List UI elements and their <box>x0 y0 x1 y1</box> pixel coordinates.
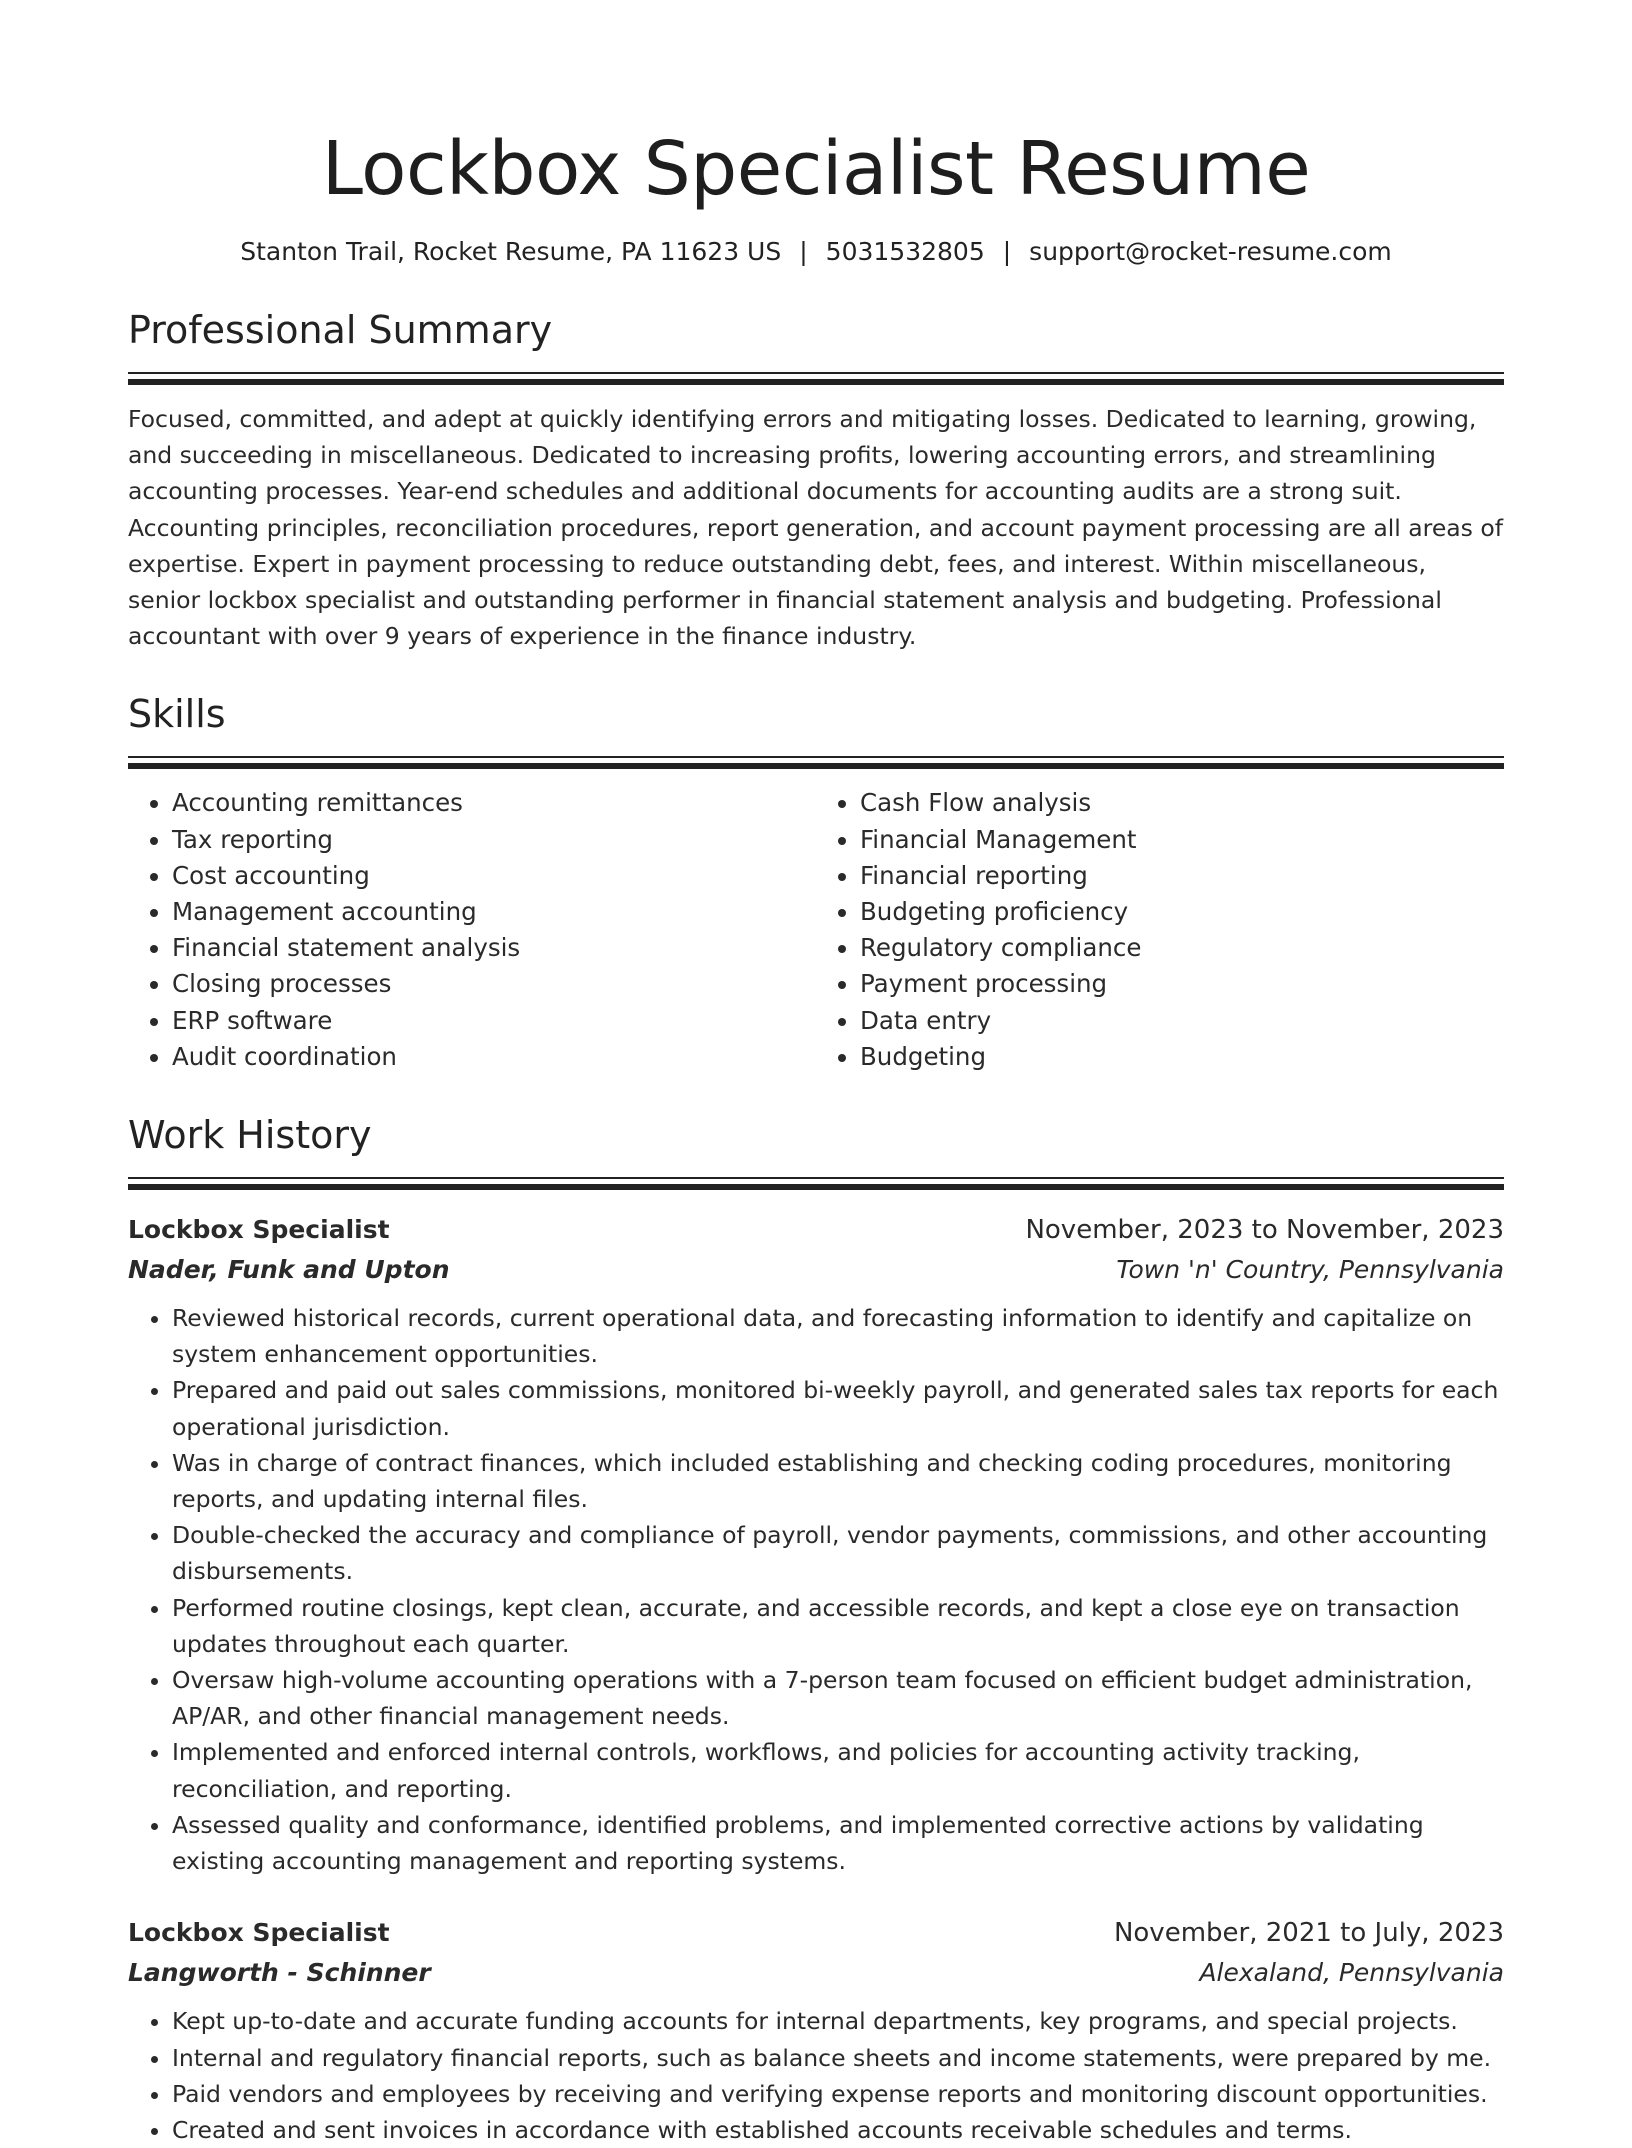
work-history-section <box>128 1111 1504 2148</box>
skill-item: • Financial reporting <box>860 858 1504 894</box>
job-company: Nader, Funk and Upton <box>128 1255 450 1285</box>
skill-item: • Tax reporting <box>172 822 816 858</box>
job-bullet: • Paid vendors and employees by receiving and verifying expense reports and monitoring discount opportunities. <box>172 2076 1504 2112</box>
contact-separator: | <box>799 237 808 266</box>
section-heading-work-history: Work History <box>128 1113 372 1158</box>
job-entry <box>128 1210 1504 1879</box>
job-title: Lockbox Specialist <box>128 1215 390 1245</box>
job-bullets <box>128 1300 1504 1879</box>
job-entry <box>128 1913 1504 2148</box>
job-bullet: • Oversaw high-volume accounting operations with a 7-person team focused on efficient budget administration, AP/AR, and other financial management needs. <box>172 1662 1504 1734</box>
section-divider <box>128 372 1504 385</box>
job-bullet: • Kept up-to-date and accurate funding accounts for internal departments, key programs, and special projects. <box>172 2003 1504 2039</box>
summary-text: Focused, committed, and adept at quickly identifying errors and mitigating losses. Dedicated to learning, growing, and succeeding in miscellaneous. Dedicated to increasing profits, lowering accounting errors, and streamlining accounting processes. Year-end schedules and additional documents for accounting audits are a strong suit. Accounting principles, reconciliation procedures, report generation, and account payment processing are all areas of expertise. Expert in payment processing to reduce outstanding debt, fees, and interest. Within miscellaneous, senior lockbox specialist and outstanding performer in financial statement analysis and budgeting. Professional accountant with over 9 years of experience in the finance industry. <box>128 405 1504 651</box>
skill-item: • Closing processes <box>172 966 816 1002</box>
skill-item: • Financial Management <box>860 822 1504 858</box>
job-bullet: • Double-checked the accuracy and compliance of payroll, vendor payments, commissions, and other accounting disbursements. <box>172 1517 1504 1589</box>
skill-item: • Management accounting <box>172 894 816 930</box>
job-bullet: • Implemented and enforced internal controls, workflows, and policies for accounting activity tracking, reconciliation, and reporting. <box>172 1734 1504 1806</box>
section-heading-summary: Professional Summary <box>128 308 553 352</box>
skill-item: • Data entry <box>860 1003 1504 1039</box>
job-dates: November, 2021 to July, 2023 <box>1113 1918 1504 1949</box>
contact-phone: 5031532805 <box>825 237 985 266</box>
resume-title: Lockbox Specialist Resume <box>321 126 1311 212</box>
skill-item: • Regulatory compliance <box>860 930 1504 966</box>
job-bullet: • Reviewed historical records, current operational data, and forecasting information to identify and capitalize on system enhancement opportunities. <box>172 1300 1504 1372</box>
job-bullet: • Was in charge of contract finances, which included establishing and checking coding procedures, monitoring reports, and updating internal files. <box>172 1445 1504 1517</box>
job-bullet: • Internal and regulatory financial reports, such as balance sheets and income statements, were prepared by me. <box>172 2040 1504 2076</box>
job-title: Lockbox Specialist <box>128 1918 390 1948</box>
skill-item: • Payment processing <box>860 966 1504 1002</box>
job-bullet: • Prepared and paid out sales commissions, monitored bi-weekly payroll, and generated sales tax reports for each operational jurisdiction. <box>172 1372 1504 1444</box>
skill-item: • Cash Flow analysis <box>860 785 1504 821</box>
skill-item: • Budgeting proficiency <box>860 894 1504 930</box>
skill-item: • Budgeting <box>860 1039 1504 1075</box>
contact-line <box>128 234 1504 270</box>
skill-item: • Accounting remittances <box>172 785 816 821</box>
section-divider <box>128 1177 1504 1190</box>
job-company: Langworth - Schinner <box>128 1958 431 1988</box>
job-dates: November, 2023 to November, 2023 <box>1025 1215 1504 1246</box>
job-location: Alexaland, Pennsylvania <box>1199 1958 1504 1988</box>
contact-separator: | <box>1002 237 1012 266</box>
job-location: Town 'n' Country, Pennsylvania <box>1116 1255 1504 1285</box>
job-bullet: • Performed routine closings, kept clean, accurate, and accessible records, and kept a close eye on transaction updates throughout each quarter. <box>172 1590 1504 1662</box>
job-bullet: • Created and sent invoices in accordance with established accounts receivable schedules and terms. <box>172 2112 1504 2148</box>
summary-section <box>128 306 1504 654</box>
contact-address: Stanton Trail, Rocket Resume, PA 11623 US <box>240 237 782 266</box>
skills-column-right <box>816 785 1504 1075</box>
skills-grid <box>128 785 1504 1075</box>
skills-column-left <box>128 785 816 1075</box>
skills-section <box>128 690 1504 1075</box>
section-divider <box>128 756 1504 769</box>
skill-item: • Cost accounting <box>172 858 816 894</box>
skill-item: • Audit coordination <box>172 1039 816 1075</box>
skill-item: • Financial statement analysis <box>172 930 816 966</box>
job-bullets <box>128 2003 1504 2148</box>
contact-email: support@rocket-resume.com <box>1029 237 1392 266</box>
skill-item: • ERP software <box>172 1003 816 1039</box>
section-heading-skills: Skills <box>128 692 226 737</box>
job-bullet: • Assessed quality and conformance, identified problems, and implemented corrective actions by validating existing accounting management and reporting systems. <box>172 1807 1504 1879</box>
